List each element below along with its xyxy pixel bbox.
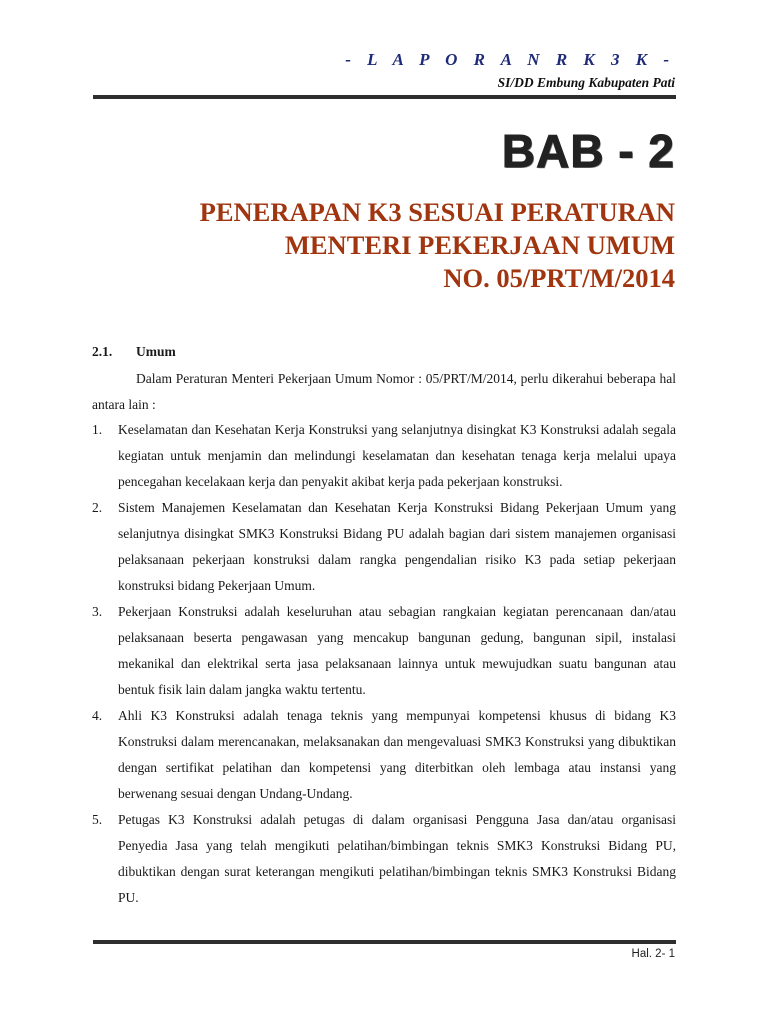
list-item-number: 3. xyxy=(92,604,103,619)
chapter-title-line: NO. 05/PRT/M/2014 xyxy=(443,263,675,293)
list-item-number: 2. xyxy=(92,500,103,515)
footer-divider xyxy=(93,940,676,944)
list-item-number: 1. xyxy=(92,422,103,437)
chapter-title xyxy=(92,196,675,295)
list-item-text: Ahli K3 Konstruksi adalah tenaga teknis yang mempunyai kompetensi khusus di bidang K3 Konstruksi dalam merencanakan, melaksanakan dan mengevaluasi SMK3 Konstruksi yang dibuktikan dengan sertifikat pelatihan dan kompetensi yang diterbitkan oleh lembaga atau instansi yang berwenang sesuai dengan Undang-Undang. xyxy=(118,708,676,801)
section-title: Umum xyxy=(136,344,176,359)
page-number: Hal. 2- 1 xyxy=(631,948,675,960)
list-item-text: Petugas K3 Konstruksi adalah petugas di dalam organisasi Pengguna Jasa dan/atau organisasi Penyedia Jasa yang telah mengikuti pelatihan/bimbingan teknis SMK3 Konstruksi Bidang PU, dibuktikan dengan surat keterangan mengikuti pelatihan/bimbingan teknis SMK3 Konstruksi Bidang PU. xyxy=(118,812,676,905)
list-item xyxy=(92,417,676,495)
list-item-text: Pekerjaan Konstruksi adalah keseluruhan atau sebagian rangkaian kegiatan perencanaan dan/atau pelaksanaan beserta pengawasan yang mencakup bangunan gedung, bangunan sipil, instalasi mekanikal dan elektrikal serta jasa pelaksanaan lainnya untuk mewujudkan suatu bangunan atau bentuk fisik lain dalam jangka waktu tertentu. xyxy=(118,604,676,697)
definitions-list xyxy=(92,417,676,911)
list-item-number: 5. xyxy=(92,812,103,827)
section-heading xyxy=(92,344,176,360)
chapter-title-line: PENERAPAN K3 SESUAI PERATURAN xyxy=(199,197,675,227)
intro-text: Dalam Peraturan Menteri Pekerjaan Umum Nomor : 05/PRT/M/2014, perlu dikerahui beberapa hal antara lain : xyxy=(92,371,676,412)
list-item xyxy=(92,599,676,703)
list-item xyxy=(92,495,676,599)
report-header-subtitle: SI/DD Embung Kabupaten Pati xyxy=(497,75,675,90)
list-item xyxy=(92,807,676,911)
list-item-text: Keselamatan dan Kesehatan Kerja Konstruksi yang selanjutnya disingkat K3 Konstruksi adalah segala kegiatan untuk menjamin dan melindungi keselamatan dan kesehatan tenaga kerja melalui upaya pencegahan kecelakaan kerja dan penyakit akibat kerja pada pekerjaan konstruksi. xyxy=(118,422,676,489)
report-header-title: - L A P O R A N R K 3 K - xyxy=(345,50,675,69)
list-item xyxy=(92,703,676,807)
list-item-text: Sistem Manajemen Keselamatan dan Kesehatan Kerja Konstruksi Bidang Pekerjaan Umum yang selanjutnya disingkat SMK3 Konstruksi Bidang PU adalah bagian dari sistem manajemen organisasi pelaksanaan pekerjaan konstruksi dalam rangka pengendalian risiko K3 pada setiap pekerjaan konstruksi bidang Pekerjaan Umum. xyxy=(118,500,676,593)
header-divider xyxy=(93,95,676,99)
chapter-label: BAB - 2 xyxy=(501,125,675,177)
section-intro-paragraph xyxy=(92,366,676,418)
list-item-number: 4. xyxy=(92,708,103,723)
chapter-title-line: MENTERI PEKERJAAN UMUM xyxy=(284,230,675,260)
section-number: 2.1. xyxy=(92,344,113,359)
